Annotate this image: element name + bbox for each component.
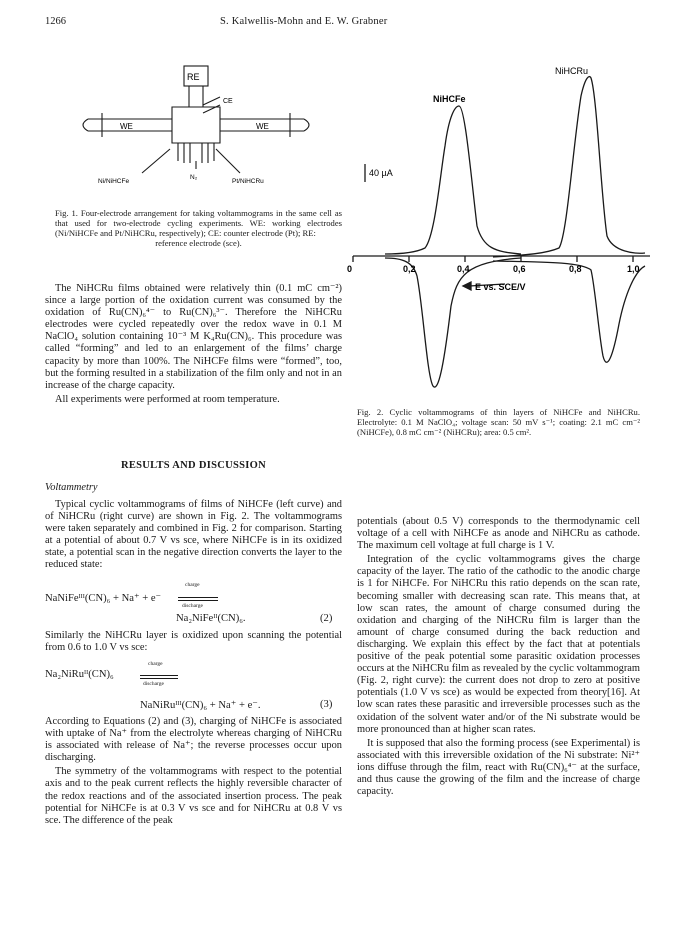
figure-1-caption-tail: reference electrode (sce). (155, 238, 242, 248)
paragraph: Typical cyclic voltammograms of films of NiHCFe (left curve) and of NiHCRu (right curve) are shown in Fig. 2. The voltammograms were taken separately and combined in Fig. 2 for comparison. Starting at a potential of about 0.7 V vs sce, where NiHCFe is in its oxidized state, a potential scan in the negative direction converts the layer to the reduced state: (45, 499, 342, 571)
right-column (357, 516, 640, 800)
left-column-intro (45, 283, 342, 408)
equation-3-arrow (140, 678, 178, 679)
subsection-heading: Voltammetry (45, 482, 98, 493)
figure-2-caption: Fig. 2. Cyclic voltammograms of thin layers of NiHCFe and NiHCRu. Electrolyte: 0.1 M NaClO₄; voltage scan: 50 mV s⁻¹; coating: 2.1 mC cm⁻² (NiHCFe), 0.8 mC cm⁻² (NiHCRu); area: 0.5 cm². (357, 407, 640, 437)
equation-3-charge: charge (148, 661, 163, 667)
figure-1-caption (55, 208, 342, 248)
fig2-tick-2: 0,4 (457, 264, 470, 274)
equation-2-arrow (178, 597, 218, 598)
paragraph: The NiHCRu films obtained were relatively thin (0.1 mC cm⁻²) since a large portion of the oxidation current was consumed by the oxidation of Ru(CN)₆⁴⁻ to Ru(CN)₆³⁻. Therefore the NiHCRu electrodes were cycled repeatedly over the redox wave in 0.1 M NaClO₄ solution containing 10⁻³ M K₄Ru(CN)₆. This procedure was called “forming” and led to an enlargement of the films’ charge capacity by more than 100%. The NiHCFe films were “formed”, too, but the forming resulted in a stabilization of the film only and not in an increase of the charge capacity. (45, 283, 342, 391)
paragraph: Similarly the NiHCRu layer is oxidized upon scanning the potential from 0.6 to 1.0 V vs sce: (45, 630, 342, 654)
left-column-voltammetry (45, 499, 342, 574)
equation-2-discharge: discharge (182, 603, 203, 609)
paragraph: It is supposed that also the forming process (see Experimental) is associated with this irreversible oxidation of the Ni substrate: Ni²⁺ ions diffuse through the film, react with Ru(CN)₆⁴⁻ at the surface, and thus cause the growing of the film and the increase of charge capacity. (357, 737, 640, 798)
equation-2-charge: charge (185, 582, 200, 588)
fig2-scale-label: 40 µA (369, 168, 393, 178)
equation-3-discharge: discharge (143, 681, 164, 687)
equation-2-arrow (178, 600, 218, 601)
fig2-tick-1: 0,2 (403, 264, 416, 274)
paragraph: The symmetry of the voltammograms with respect to the potential axis and to the peak current reflects the highly reversible character of the redox reactions and of the associated insertion process. The peak potential for NiHCFe is at 0.3 V vs sce and for NiHCRu at 0.8 V vs sce. The difference of the peak (45, 766, 342, 826)
paragraph: According to Equations (2) and (3), charging of NiHCFe is associated with uptake of Na⁺ from the electrolyte whereas charging of NiHCRu is associated with release of Na⁺; the reverse processes occur upon discharging. (45, 716, 342, 764)
fig2-tick-4: 0,8 (569, 264, 582, 274)
paragraph: Integration of the cyclic voltammograms gives the charge capacity of the layer. The ratio of the cathodic to the anodic charge is 1 for NiHCFe. For NiHCRu this ratio depends on the scan rate, becoming smaller with decreasing scan rate. This means that, at low scan rates, the amount of charge consumed during the oxidation and charging of the NiHCRu film is larger than the amount of charge consumed during the back reduction and discharging. We explain this effect by the fact that at potentials positive of the peak potential some parasitic oxidation processes occurs at the NiHCRu film as revealed by the cyclic voltammogram (Fig. 2, right curve): the current does not drop to zero at positive potentials (1.0 V vs sce) as would be expected from theory[16]. At low scan rates these parasitic and irreversible processes such as the oxidation of the solvent water and/or of the Ni substrate would be more pronounced than at higher scan rates. (357, 554, 640, 735)
equation-2-number: (2) (320, 613, 333, 624)
left-column-discussion (45, 716, 342, 829)
fig1-label-pt-nihcru: Pt/NiHCRu (232, 178, 264, 185)
equation-2-rhs: Na₂NiFeᴵᴵ(CN)₆. (176, 613, 246, 624)
fig1-label-n2: N₂ (190, 174, 198, 181)
fig2-label-nihcru: NiHCRu (555, 66, 589, 76)
fig1-label-ni-nihcfe: Ni/NiHCFe (98, 178, 130, 185)
equation-3-lhs: Na₂NiRuᴵᴵ(CN)₆ (45, 669, 114, 680)
running-title: S. Kalwellis-Mohn and E. W. Grabner (220, 16, 388, 27)
left-column-ru (45, 630, 342, 656)
figure-1-electrode-diagram (60, 63, 330, 203)
figure-2-voltammograms (345, 56, 655, 401)
section-heading: RESULTS AND DISCUSSION (120, 460, 267, 471)
fig2-tick-5: 1,0 (627, 264, 640, 274)
equation-2-lhs: NaNiFeᴵᴵᴵ(CN)₆ + Na⁺ + e⁻ (45, 593, 162, 604)
equation-3-number: (3) (320, 699, 333, 710)
page-number: 1266 (45, 16, 66, 27)
fig2-axis-label: E vs. SCE/V (475, 282, 526, 292)
fig1-label-we-right: WE (256, 122, 269, 131)
fig2-tick-0: 0 (347, 264, 353, 274)
fig1-label-we-left: WE (120, 122, 133, 131)
paragraph: potentials (about 0.5 V) corresponds to the thermodynamic cell voltage of a cell with NiHCFe as anode and NiHCRu as cathode. The maximum cell voltage at full charge is 1 V. (357, 516, 640, 552)
fig2-tick-3: 0,6 (513, 264, 526, 274)
paragraph: All experiments were performed at room temperature. (55, 393, 280, 405)
fig2-label-nihcfe: NiHCFe (433, 94, 466, 104)
fig1-label-re: RE (187, 72, 200, 82)
fig1-label-ce: CE (223, 98, 233, 105)
equation-3-arrow (140, 675, 178, 676)
equation-3-rhs: NaNiRuᴵᴵᴵ(CN)₆ + Na⁺ + e⁻. (140, 700, 261, 711)
figure-1-caption-text: Fig. 1. Four-electrode arrangement for taking voltammograms in the same cell as that used for two-electrode cycling experiments. WE: working electrodes (Ni/NiHCFe and Pt/NiHCRu, respectively); CE: counter electrode (Pt); RE: (55, 208, 342, 238)
